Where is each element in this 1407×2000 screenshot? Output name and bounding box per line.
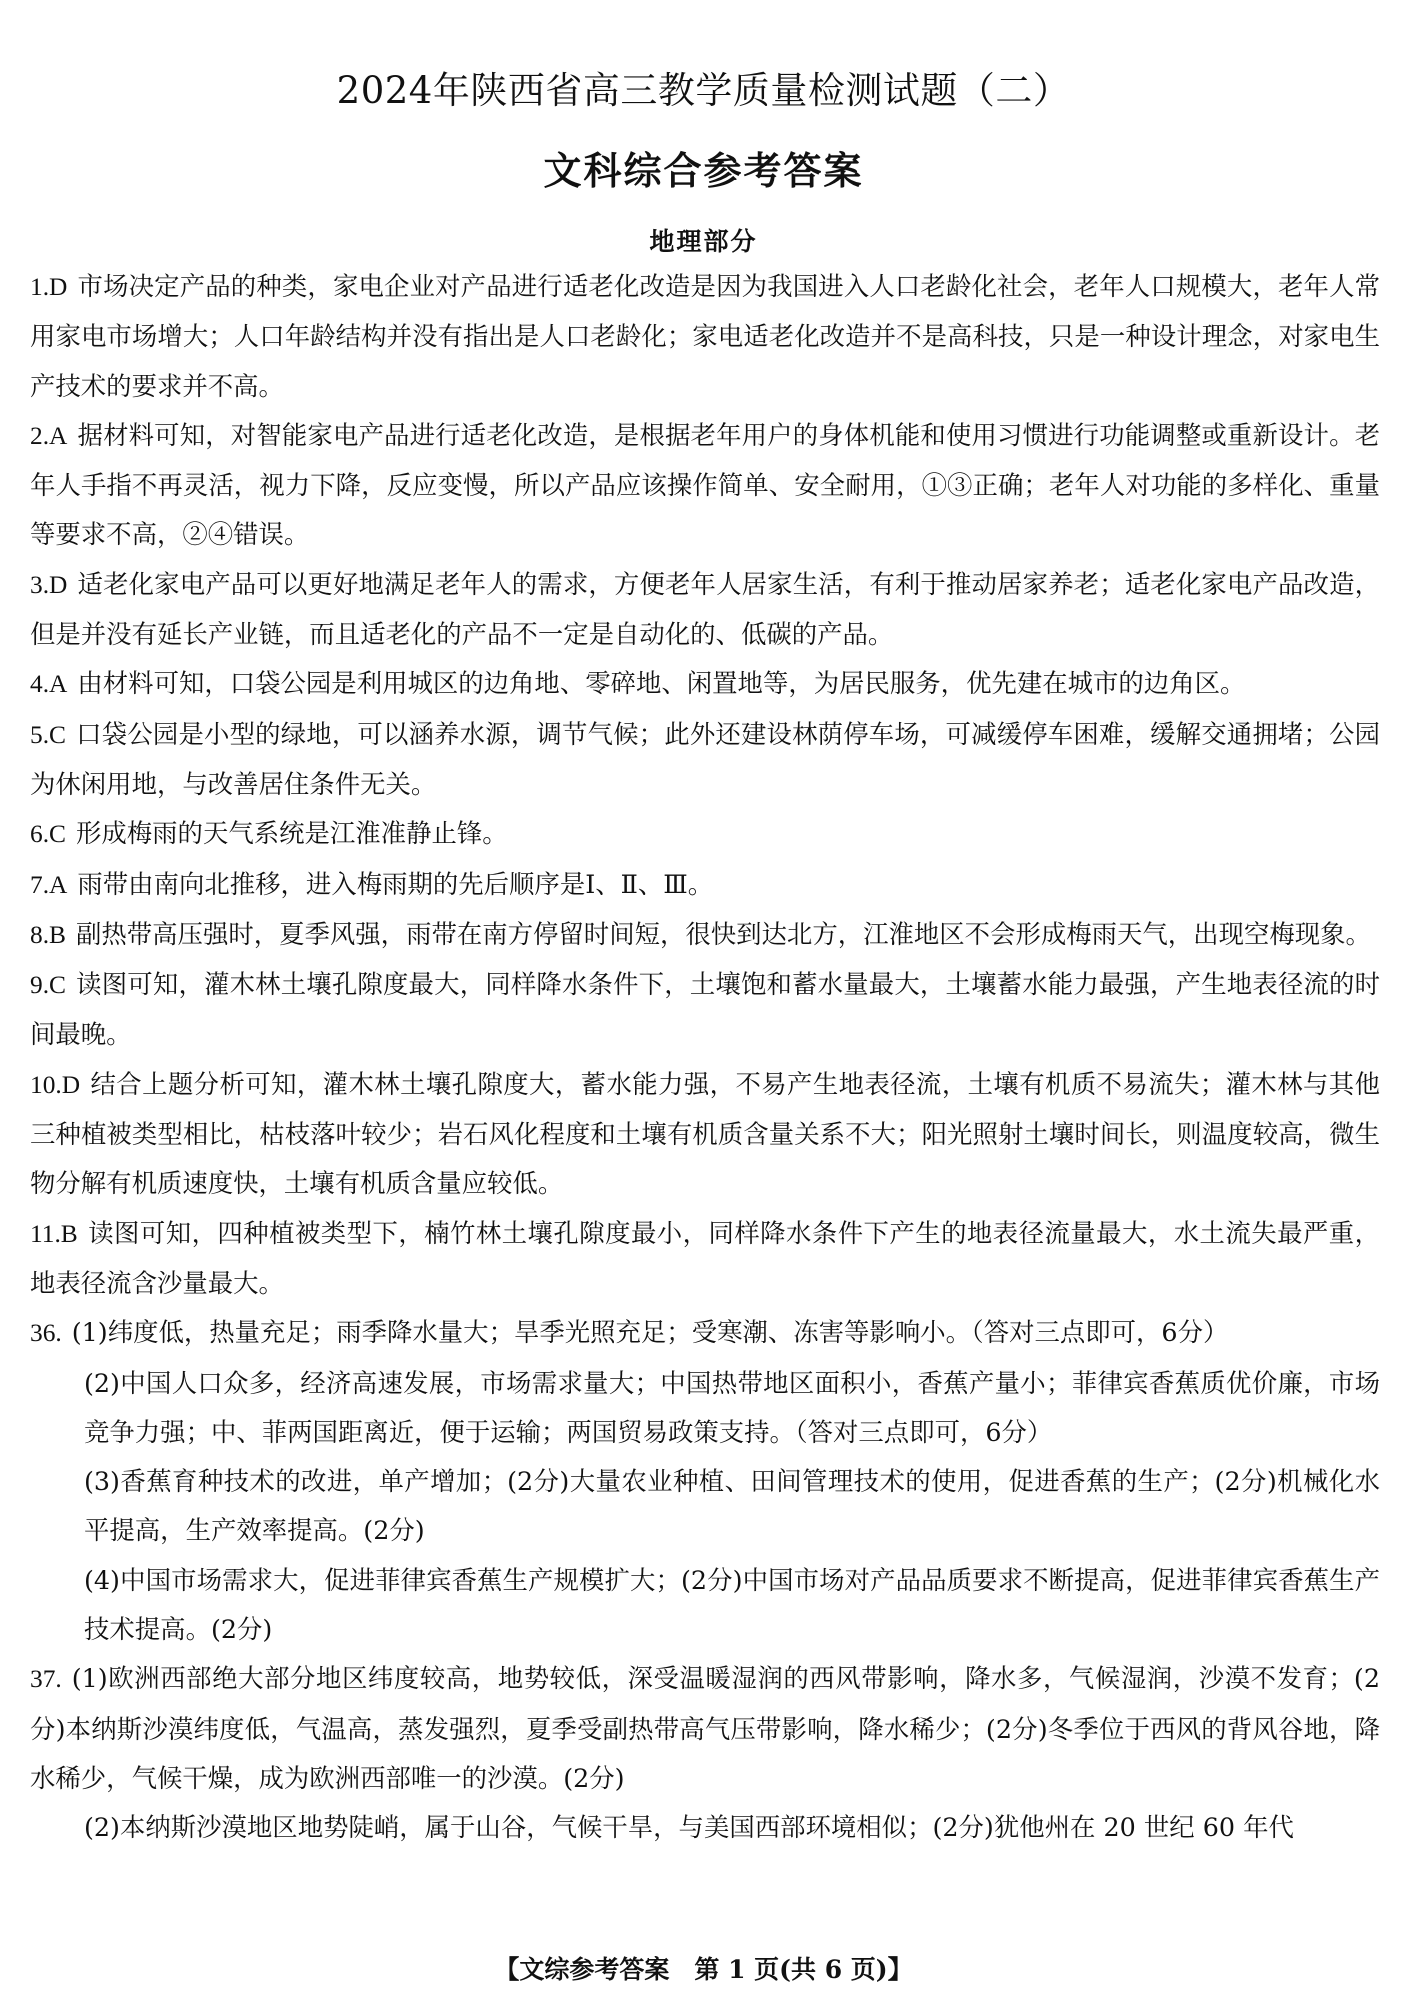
answer-number: 7.A <box>30 870 68 899</box>
answer-text: 读图可知，灌木林土壤孔隙度最大，同样降水条件下，土壤饱和蓄水量最大，土壤蓄水能力最强，产生地表径流的时间最晚。 <box>30 969 1380 1050</box>
answer-number: 2.A <box>30 421 68 450</box>
answer-item <box>30 262 1380 411</box>
answer-text: 副热带高压强时，夏季风强，雨带在南方停留时间短，很快到达北方，江淮地区不会形成梅雨天气，出现空梅现象。 <box>75 918 1371 949</box>
answer-item-36 <box>30 1308 1380 1358</box>
answer-text: 据材料可知，对智能家电产品进行适老化改造，是根据老年用户的身体机能和使用习惯进行功能调整或重新设计。老年人手指不再灵活，视力下降，反应变慢，所以产品应该操作简单、安全耐用，①③正确；老年人对功能的多样化、重量等要求不高，②④错误。 <box>30 419 1380 550</box>
answer-item <box>30 960 1380 1060</box>
answer-content <box>30 262 1380 1853</box>
answer-item <box>30 1209 1380 1309</box>
answer-text: 读图可知，四种植被类型下，楠竹林土壤孔隙度最小，同样降水条件下产生的地表径流量最大，水土流失最严重，地表径流含沙量最大。 <box>30 1217 1380 1298</box>
answer-number: 6.C <box>30 820 66 849</box>
answer-item <box>30 910 1380 960</box>
answer-number: 4.A <box>30 670 68 699</box>
answer-item-37 <box>30 1654 1380 1803</box>
section-heading: 地理部分 <box>649 227 758 256</box>
document-title: 2024年陕西省高三教学质量检测试题（二） <box>336 69 1071 112</box>
answer-item <box>30 860 1380 910</box>
answer-subpart: (3)香蕉育种技术的改进，单产增加；(2分)大量农业种植、田间管理技术的使用，促进香蕉的生产；(2分)机械化水平提高，生产效率提高。(2分) <box>84 1466 1380 1546</box>
answer-number: 5.C <box>30 720 66 749</box>
answer-item <box>30 1060 1380 1209</box>
answer-item <box>30 659 1380 709</box>
document-subtitle: 文科综合参考答案 <box>543 148 864 193</box>
answer-text: 形成梅雨的天气系统是江淮准静止锋。 <box>75 818 508 849</box>
answer-number: 1.D <box>30 273 68 301</box>
answer-number: 10.D <box>30 1070 81 1099</box>
answer-text: (1)欧洲西部绝大部分地区纬度较高，地势较低，深受温暖湿润的西风带影响，降水多，气候湿润，沙漠不发育；(2分)本纳斯沙漠纬度低，气温高，蒸发强烈，夏季受副热带高气压带影响，降水稀少；(2分)冬季位于西风的背风谷地，降水稀少，气候干燥，成为欧洲西部唯一的沙漠。(2分) <box>30 1663 1380 1793</box>
answer-number: 36. <box>30 1319 62 1348</box>
answer-text: 市场决定产品的种类，家电企业对产品进行适老化改造是因为我国进入人口老龄化社会，老年人口规模大，老年人常用家电市场增大；人口年龄结构并没有指出是人口老龄化；家电适老化改造并不是高科技，只是一种设计理念，对家电生产技术的要求并不高。 <box>30 271 1380 401</box>
answer-number: 11.B <box>30 1219 78 1248</box>
answer-subpart: (2)本纳斯沙漠地区地势陡峭，属于山谷，气候干旱，与美国西部环境相似；(2分)犹他州在 20 世纪 60 年代 <box>84 1812 1294 1843</box>
answer-text: 口袋公园是小型的绿地，可以涵养水源，调节气候；此外还建设林荫停车场，可减缓停车困难，缓解交通拥堵；公园为休闲用地，与改善居住条件无关。 <box>30 718 1380 799</box>
answer-subpart: (4)中国市场需求大，促进菲律宾香蕉生产规模扩大；(2分)中国市场对产品品质要求不断提高，促进菲律宾香蕉生产技术提高。(2分) <box>84 1564 1380 1645</box>
answer-text: (1)纬度低，热量充足；雨季降水量大；旱季光照充足；受寒潮、冻害等影响小。（答对三点即可，6分） <box>71 1317 1229 1348</box>
answer-text: 适老化家电产品可以更好地满足老年人的需求，方便老年人居家生活，有利于推动居家养老；适老化家电产品改造，但是并没有延长产业链，而且适老化的产品不一定是自动化的、低碳的产品。 <box>30 568 1380 650</box>
answer-text: 结合上题分析可知，灌木林土壤孔隙度大，蓄水能力强，不易产生地表径流，土壤有机质不易流失；灌木林与其他三种植被类型相比，枯枝落叶较少；岩石风化程度和土壤有机质含量关系不大；阳光照射土壤时间长，则温度较高，微生物分解有机质速度快，土壤有机质含量应较低。 <box>30 1068 1380 1199</box>
answer-item <box>30 560 1380 660</box>
answer-item <box>30 710 1380 810</box>
answer-text: 由材料可知，口袋公园是利用城区的边角地、零碎地、闲置地等，为居民服务，优先建在城市的边角区。 <box>77 668 1246 699</box>
answer-item <box>30 411 1380 560</box>
answer-subpart: (2)中国人口众多，经济高速发展，市场需求量大；中国热带地区面积小，香蕉产量小；菲律宾香蕉质优价廉，市场竞争力强；中、菲两国距离近，便于运输；两国贸易政策支持。（答对三点即可，6分） <box>84 1367 1380 1447</box>
answer-text: 雨带由南向北推移，进入梅雨期的先后顺序是Ⅰ、Ⅱ、Ⅲ。 <box>77 868 714 899</box>
answer-number: 37. <box>30 1665 62 1694</box>
answer-number: 9.C <box>30 971 66 1000</box>
answer-number: 8.B <box>30 920 66 949</box>
answer-number: 3.D <box>30 570 68 599</box>
answer-item <box>30 809 1380 859</box>
page-footer: 【文综参考答案 第 1 页(共 6 页)】 <box>494 1955 913 1984</box>
